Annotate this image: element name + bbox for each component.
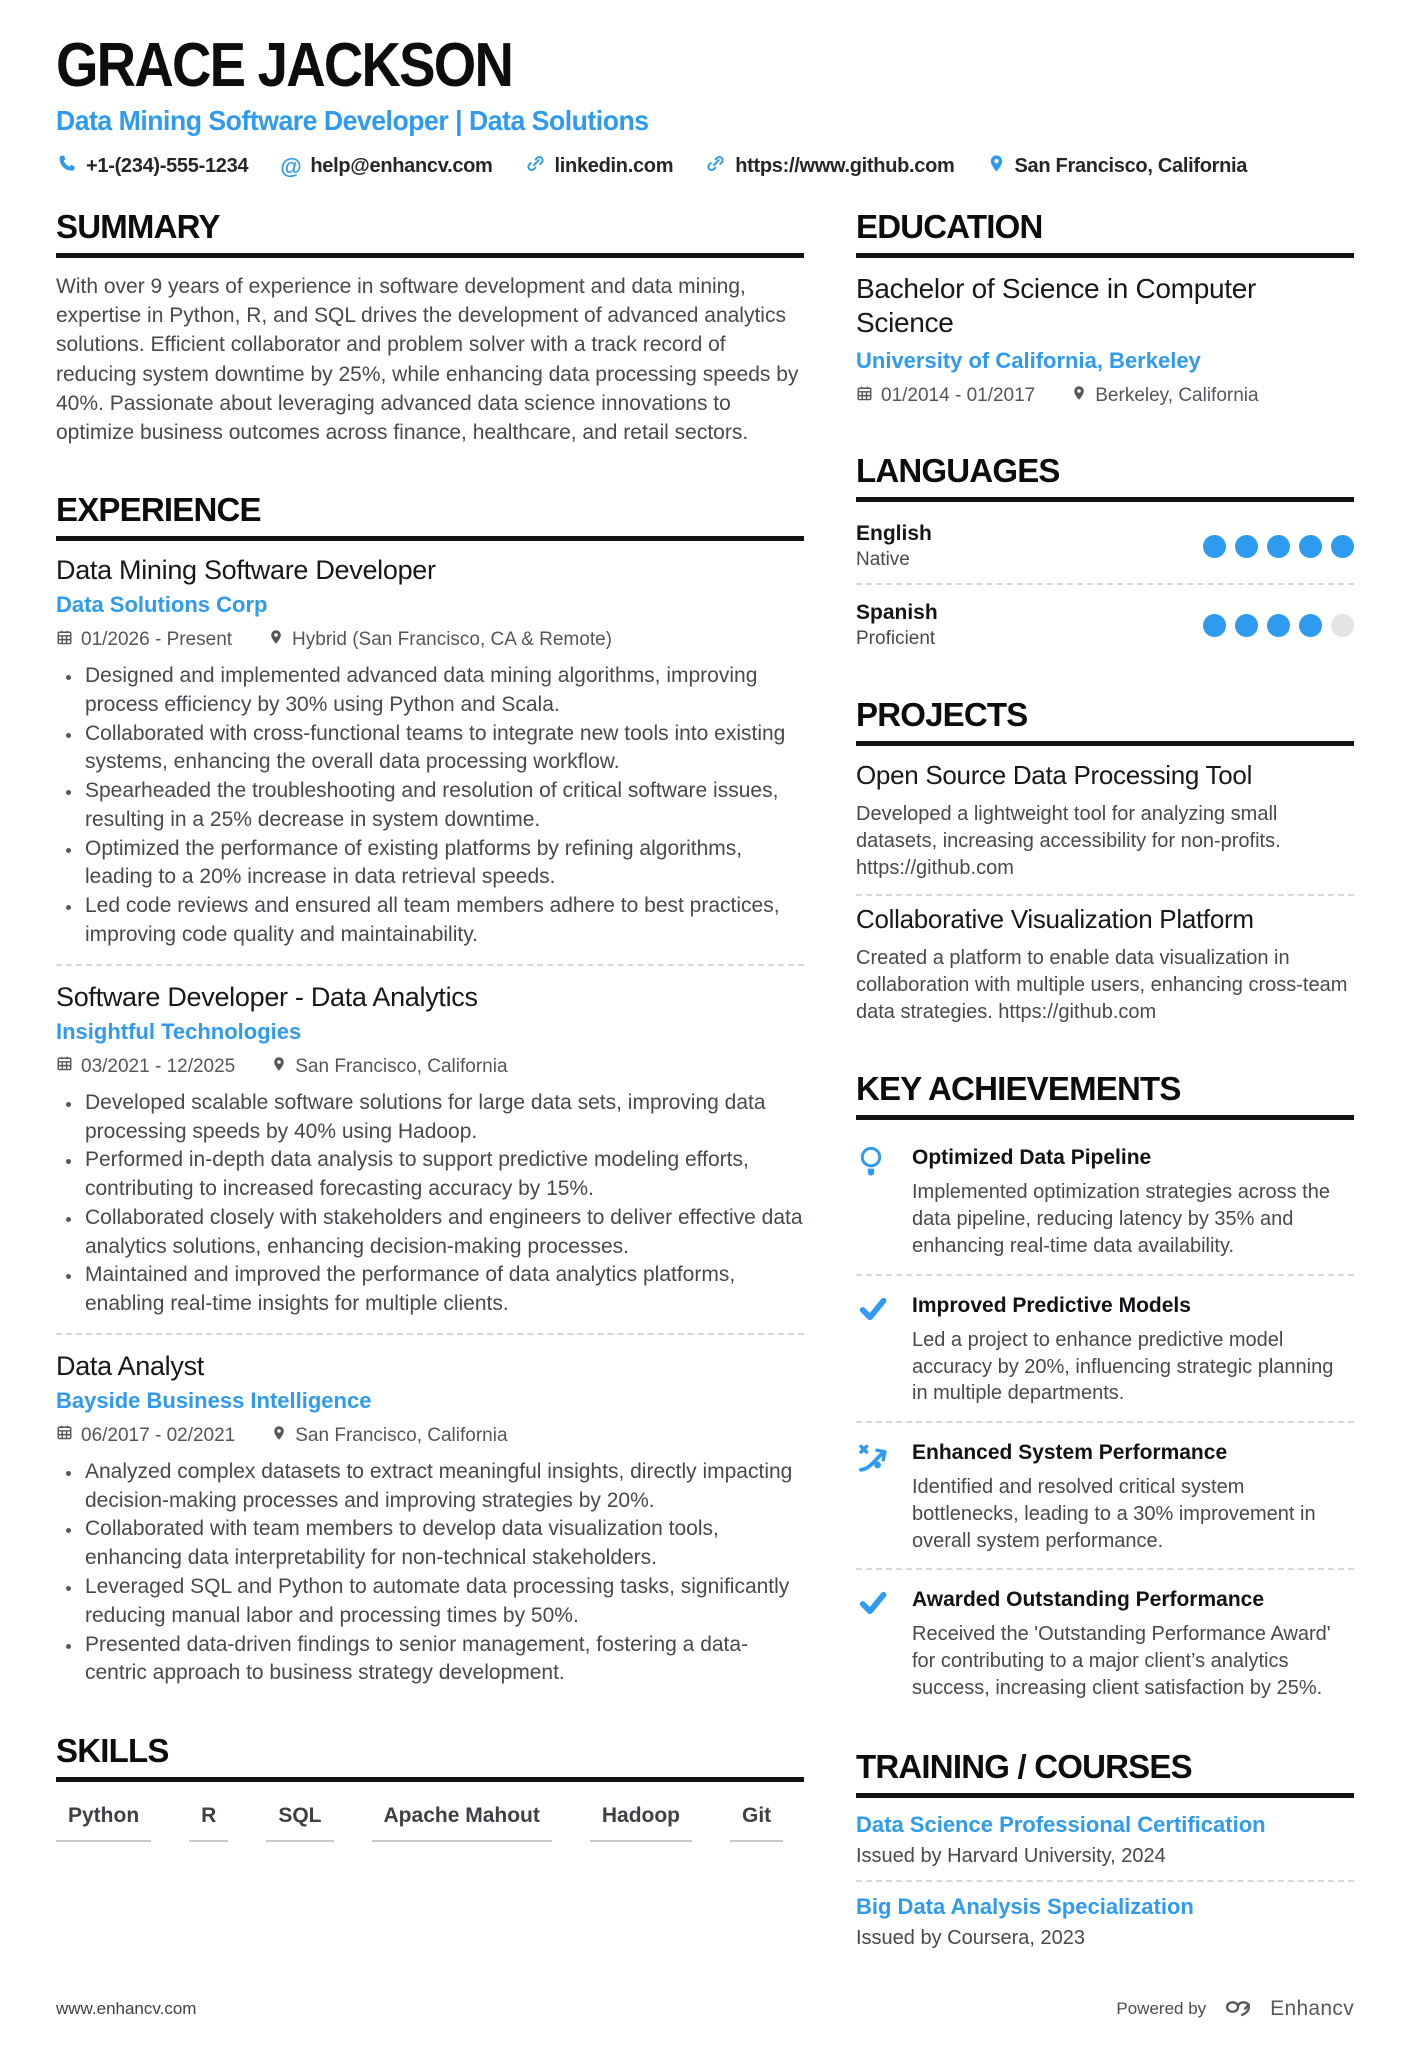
course-issuer: Issued by Harvard University, 2024 <box>856 1844 1166 1867</box>
job-title: Data Mining Software Developer <box>56 555 436 586</box>
language-row <box>856 595 1354 652</box>
proficiency-dot <box>1299 614 1322 637</box>
job-dates-text: 01/2026 - Present <box>81 629 233 651</box>
job-bullet: • Leveraged SQL and Python to automate data processing tasks, significantly reducing manual labor and processing times by 50%. <box>83 1573 804 1631</box>
language-name: English <box>856 522 932 546</box>
check-icon <box>856 1586 892 1701</box>
job-bullet: • Developed scalable software solutions for large data sets, improving data processing speeds by 40% using Hadoop. <box>83 1089 804 1147</box>
skill-tag: SQL <box>266 1804 333 1842</box>
course-issuer: Issued by Coursera, 2023 <box>856 1926 1086 1949</box>
achievement-content <box>912 1586 1354 1701</box>
job-company[interactable]: Bayside Business Intelligence <box>56 1387 372 1413</box>
calendar-icon <box>56 1424 73 1447</box>
location-icon <box>271 1424 287 1448</box>
education-meta <box>856 384 1354 408</box>
job-location <box>268 628 612 652</box>
achievement-title: Awarded Outstanding Performance <box>912 1588 1265 1612</box>
link-icon <box>705 153 726 180</box>
degree-title: Bachelor of Science in Computer Science <box>856 273 1257 339</box>
job-meta <box>56 1424 804 1448</box>
achievement-description: Identified and resolved critical system bottlenecks, leading to a 30% improvement in overall system performance. <box>912 1476 1316 1552</box>
job-dates <box>56 1424 235 1447</box>
job-location-text: San Francisco, California <box>295 1055 508 1077</box>
achievement-title: Improved Predictive Models <box>912 1293 1191 1317</box>
job-location <box>271 1055 507 1079</box>
languages-heading: LANGUAGES <box>856 452 1354 502</box>
summary-text: With over 9 years of experience in software development and data mining, expertise in Python, R, and SQL drives the development of advanced analytics solutions. Efficient collaborator and problem solver with a track record of reducing system downtime by 25%, while enhancing data processing speeds by 40%. Passionate about leveraging advanced data science innovations to optimize business outcomes across finance, healthcare, and retail sectors. <box>56 275 799 444</box>
powered-by-label: Powered by <box>1116 1999 1207 2019</box>
page-footer <box>0 1994 1410 2063</box>
skill-tag: R <box>189 1804 228 1842</box>
footer-site-link[interactable]: www.enhancv.com <box>56 1999 197 2019</box>
calendar-icon <box>56 629 73 652</box>
language-proficiency-dots <box>1203 614 1354 637</box>
contact-email-text: help@enhancv.com <box>310 155 493 177</box>
divider <box>56 964 804 966</box>
section-key-achievements <box>856 1070 1354 1704</box>
resume-body <box>0 208 1410 1994</box>
job-dates <box>56 1055 235 1078</box>
section-languages <box>856 452 1354 652</box>
language-info <box>856 522 932 571</box>
proficiency-dot <box>1267 535 1290 558</box>
candidate-name: GRACE JACKSON <box>56 31 513 100</box>
proficiency-dot <box>1235 535 1258 558</box>
achievement-item <box>856 1429 1354 1556</box>
skills-row <box>56 1804 804 1842</box>
job-bullet: • Designed and implemented advanced data mining algorithms, improving process efficiency by 30% using Python and Scala. <box>83 662 804 720</box>
job-bullets <box>56 1089 804 1319</box>
contact-linkedin[interactable] <box>525 153 674 180</box>
divider <box>856 1421 1354 1423</box>
training-heading: TRAINING / COURSES <box>856 1748 1354 1798</box>
at-icon: @ <box>280 153 302 179</box>
section-projects <box>856 696 1354 1026</box>
calendar-icon <box>856 385 873 408</box>
course-title[interactable]: Big Data Analysis Specialization <box>856 1893 1194 1919</box>
school-name[interactable]: University of California, Berkeley <box>856 348 1201 374</box>
job-dates <box>56 629 232 652</box>
strategy-icon <box>856 1439 892 1554</box>
contact-linkedin-text: linkedin.com <box>554 155 674 177</box>
right-column <box>856 208 1354 1994</box>
job-dates-text: 06/2017 - 02/2021 <box>81 1424 236 1446</box>
achievement-title: Optimized Data Pipeline <box>912 1146 1152 1170</box>
job-dates-text: 03/2021 - 12/2025 <box>81 1055 236 1077</box>
lightbulb-icon <box>856 1144 892 1259</box>
education-dates <box>856 385 1035 408</box>
job-company[interactable]: Insightful Technologies <box>56 1018 302 1044</box>
section-skills <box>56 1732 804 1842</box>
proficiency-dot <box>1203 535 1226 558</box>
left-column <box>56 208 804 1886</box>
location-icon <box>1071 384 1087 408</box>
achievement-description: Led a project to enhance predictive model accuracy by 20%, influencing strategic planning in multiple departments. <box>912 1328 1334 1405</box>
section-summary <box>56 208 804 447</box>
skill-tag: Hadoop <box>590 1804 692 1842</box>
section-education <box>856 208 1354 408</box>
resume-header <box>0 0 1410 180</box>
skill-tag: Apache Mahout <box>372 1804 552 1842</box>
job-location-text: San Francisco, California <box>295 1424 508 1446</box>
brand-name: Enhancv <box>1270 1997 1354 2021</box>
achievement-title: Enhanced System Performance <box>912 1441 1228 1465</box>
job-location-text: Hybrid (San Francisco, CA & Remote) <box>292 629 612 651</box>
achievement-item <box>856 1576 1354 1703</box>
section-experience <box>56 491 804 1688</box>
phone-icon <box>56 153 77 180</box>
skill-tag: Git <box>730 1804 783 1842</box>
link-icon <box>525 153 546 180</box>
divider <box>856 894 1354 896</box>
summary-heading: SUMMARY <box>56 208 804 258</box>
proficiency-dot <box>1203 614 1226 637</box>
language-level: Native <box>856 549 910 571</box>
achievement-description: Received the 'Outstanding Performance Award' for contributing to a major client’s analytics success, increasing client satisfaction by 25%. <box>912 1623 1331 1700</box>
divider <box>856 1568 1354 1570</box>
skills-heading: SKILLS <box>56 1732 804 1782</box>
contact-phone[interactable] <box>56 153 248 180</box>
job-bullet: • Spearheaded the troubleshooting and resolution of critical software issues, resulting in a 25% decrease in system downtime. <box>83 777 804 835</box>
job-bullets <box>56 1458 804 1688</box>
education-heading: EDUCATION <box>856 208 1354 258</box>
project-description: Created a platform to enable data visualization in collaboration with multiple users, enhancing cross-team data strategies. https://github.com <box>856 947 1348 1024</box>
job-company[interactable]: Data Solutions Corp <box>56 592 268 618</box>
language-row <box>856 516 1354 573</box>
achievement-content <box>912 1439 1354 1554</box>
achievement-description: Implemented optimization strategies across the data pipeline, reducing latency by 35% and enhancing real-time data availability. <box>912 1181 1330 1257</box>
proficiency-dot <box>1267 614 1290 637</box>
job-bullet: • Collaborated with cross-functional teams to integrate new tools into existing systems, enhancing the overall data processing workflow. <box>83 720 804 778</box>
course-title[interactable]: Data Science Professional Certification <box>856 1811 1266 1837</box>
skill-tag: Python <box>56 1804 151 1842</box>
language-info <box>856 601 938 650</box>
contact-github[interactable] <box>705 153 954 180</box>
language-name: Spanish <box>856 601 938 625</box>
achievement-item <box>856 1134 1354 1261</box>
location-icon <box>271 1055 287 1079</box>
divider <box>56 1333 804 1335</box>
job-bullet: • Optimized the performance of existing platforms by refining algorithms, leading to a 20% increase in data retrieval speeds. <box>83 835 804 893</box>
job-location <box>271 1424 507 1448</box>
job-bullet: • Maintained and improved the performance of data analytics platforms, enabling real-time insights for multiple clients. <box>83 1261 804 1319</box>
divider <box>856 1274 1354 1276</box>
job-bullet: • Collaborated with team members to develop data visualization tools, enhancing data interpretability for non-technical stakeholders. <box>83 1515 804 1573</box>
contact-row <box>56 153 1354 180</box>
contact-email[interactable] <box>280 155 492 178</box>
job-meta <box>56 628 804 652</box>
divider <box>856 1880 1354 1882</box>
education-dates-text: 01/2014 - 01/2017 <box>881 385 1036 407</box>
contact-location <box>987 153 1248 180</box>
job-entry <box>56 555 804 950</box>
achievement-content <box>912 1144 1354 1259</box>
project-title: Open Source Data Processing Tool <box>856 760 1253 791</box>
achievements-heading: KEY ACHIEVEMENTS <box>856 1070 1354 1120</box>
project-title: Collaborative Visualization Platform <box>856 904 1254 935</box>
job-bullet: • Led code reviews and ensured all team members adhere to best practices, improving code quality and maintainability. <box>83 892 804 950</box>
education-location-text: Berkeley, California <box>1095 385 1259 407</box>
language-level: Proficient <box>856 628 936 650</box>
proficiency-dot <box>1235 614 1258 637</box>
job-entry <box>56 1351 804 1688</box>
proficiency-dot <box>1331 535 1354 558</box>
project-description: Developed a lightweight tool for analyzing small datasets, increasing accessibility for non-profits. https://github.com <box>856 803 1281 880</box>
calendar-icon <box>56 1055 73 1078</box>
job-entry <box>56 982 804 1319</box>
experience-heading: EXPERIENCE <box>56 491 804 541</box>
divider <box>856 583 1354 585</box>
achievement-content <box>912 1292 1354 1407</box>
proficiency-dot <box>1331 614 1354 637</box>
job-bullet: • Performed in-depth data analysis to support predictive modeling efforts, contributing to increased forecasting accuracy by 15%. <box>83 1146 804 1204</box>
contact-github-text: https://www.github.com <box>735 155 955 177</box>
enhancv-logo-icon <box>1218 1994 1258 2025</box>
job-bullets <box>56 662 804 950</box>
language-proficiency-dots <box>1203 535 1354 558</box>
job-bullet: • Analyzed complex datasets to extract meaningful insights, directly impacting decision-making processes and improving strategies by 20%. <box>83 1458 804 1516</box>
job-title: Data Analyst <box>56 1350 204 1381</box>
check-icon <box>856 1292 892 1407</box>
projects-heading: PROJECTS <box>856 696 1354 746</box>
education-location <box>1071 384 1258 408</box>
job-meta <box>56 1055 804 1079</box>
proficiency-dot <box>1299 535 1322 558</box>
location-icon <box>268 628 284 652</box>
job-bullet: • Presented data-driven findings to senior management, fostering a data-centric approach to business strategy development. <box>83 1631 804 1689</box>
candidate-headline: Data Mining Software Developer | Data Solutions <box>56 105 649 136</box>
contact-phone-text: +1-(234)-555-1234 <box>86 155 249 177</box>
contact-location-text: San Francisco, California <box>1014 155 1248 177</box>
achievement-item <box>856 1282 1354 1409</box>
location-icon <box>987 153 1006 180</box>
job-title: Software Developer - Data Analytics <box>56 981 478 1012</box>
section-training <box>856 1748 1354 1950</box>
job-bullet: • Collaborated closely with stakeholders and engineers to deliver effective data analytics solutions, enhancing decision-making processes. <box>83 1204 804 1262</box>
powered-by-group[interactable] <box>1116 1994 1354 2025</box>
